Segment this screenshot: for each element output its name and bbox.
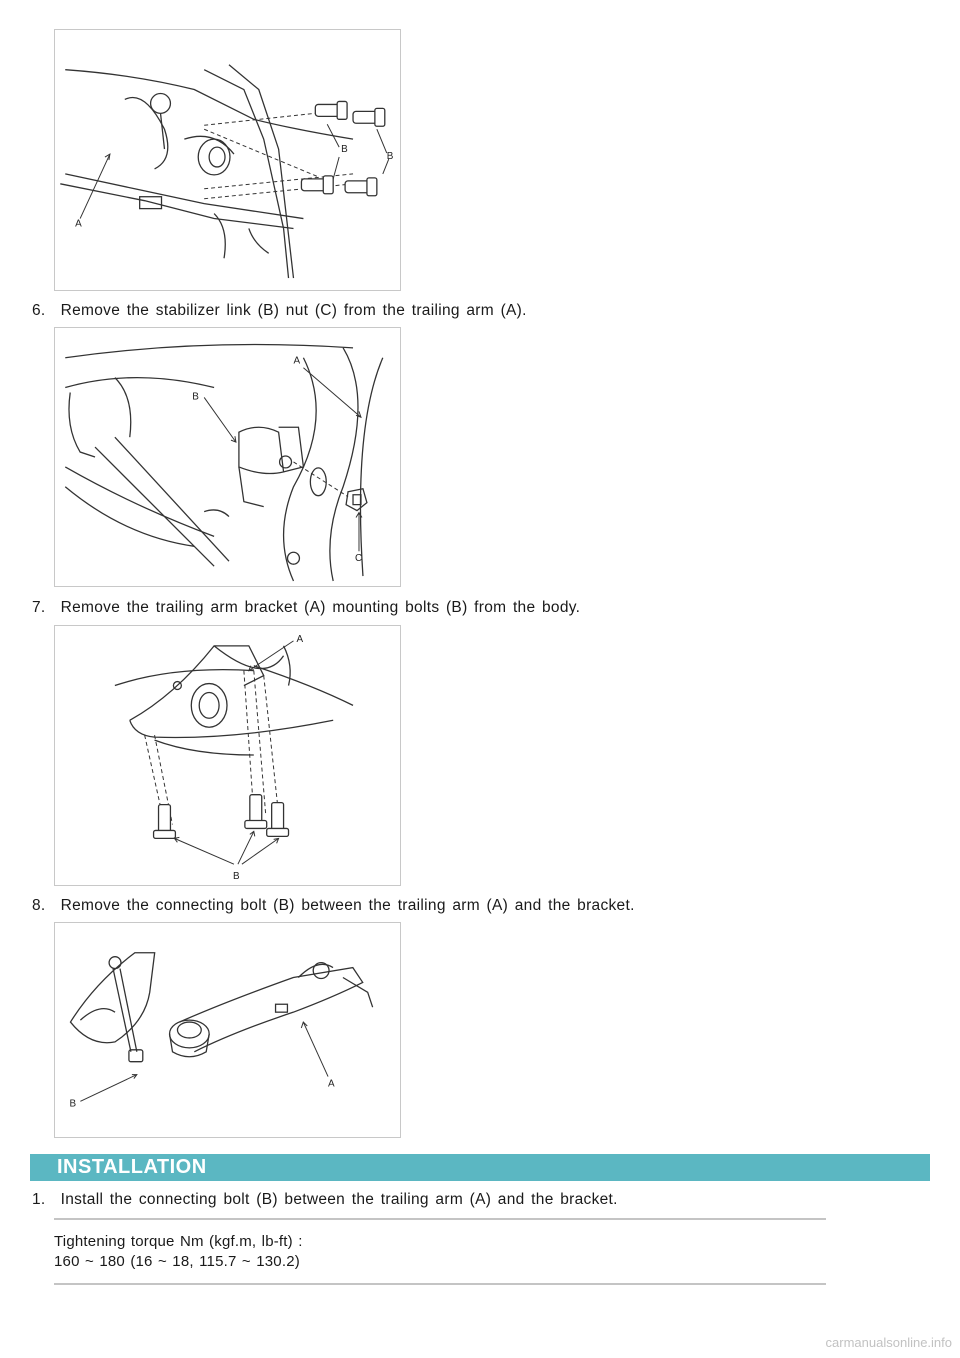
figure-trailing-arm-bracket-bolts	[54, 625, 401, 886]
installation-step-1-text: Install the connecting bolt (B) between the trailing arm (A) and the bracket.	[60, 1191, 618, 1208]
spec-top-rule	[54, 1218, 826, 1220]
torque-label: Tightening torque Nm (kgf.m, lb-ft) :	[54, 1233, 303, 1250]
label-b: B	[232, 871, 240, 883]
stabilizer-link-illustration	[55, 328, 400, 586]
step-8-text: Remove the connecting bolt (B) between the trailing arm (A) and the bracket.	[60, 897, 635, 914]
installation-step-1: 1. Install the connecting bolt (B) between the trailing arm (A) and the bracket.	[32, 1191, 618, 1208]
stabilizer-bar-illustration	[55, 30, 400, 290]
step-6: 6. Remove the stabilizer link (B) nut (C) from the trailing arm (A).	[32, 302, 527, 319]
step-6-text: Remove the stabilizer link (B) nut (C) from the trailing arm (A).	[60, 302, 527, 319]
figure-connecting-bolt	[54, 922, 401, 1138]
connecting-bolt-illustration	[55, 923, 400, 1137]
step-7-text: Remove the trailing arm bracket (A) mounting bolts (B) from the body.	[60, 599, 581, 616]
torque-spec-box	[54, 1218, 826, 1285]
step-8: 8. Remove the connecting bolt (B) between the trailing arm (A) and the bracket.	[32, 897, 635, 914]
label-b: B	[341, 144, 348, 156]
label-a: A	[75, 218, 82, 230]
installation-heading-text: INSTALLATION	[57, 1156, 207, 1178]
label-a: A	[296, 633, 304, 645]
label-b: B	[69, 1098, 77, 1110]
step-7: 7. Remove the trailing arm bracket (A) mounting bolts (B) from the body.	[32, 599, 581, 616]
spec-bottom-rule	[54, 1283, 826, 1285]
torque-value: 160 ~ 180 (16 ~ 18, 115.7 ~ 130.2)	[54, 1253, 300, 1270]
trailing-arm-bracket-illustration	[55, 626, 400, 885]
label-b: B	[386, 151, 394, 163]
label-a: A	[328, 1078, 335, 1090]
label-a: A	[293, 355, 301, 367]
figure-stabilizer-bar-bolts	[54, 29, 401, 291]
installation-heading	[30, 1154, 930, 1181]
label-c: C	[355, 553, 363, 565]
figure-stabilizer-link-nut	[54, 327, 401, 587]
label-b: B	[192, 391, 199, 403]
watermark: carmanualsonline.info	[825, 1335, 952, 1350]
